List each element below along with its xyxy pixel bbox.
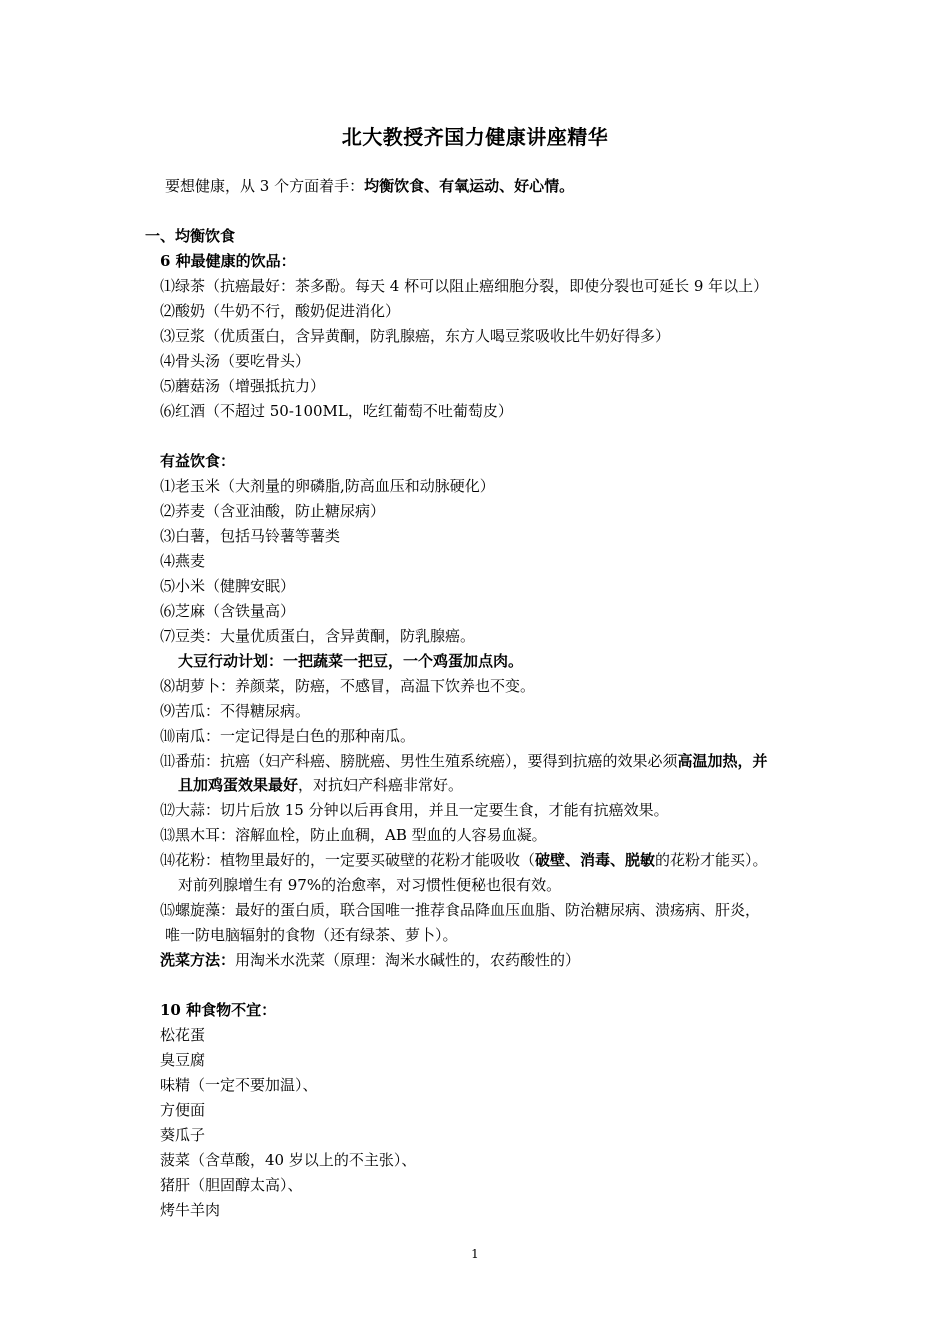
list-item: ⑷燕麦 <box>160 552 206 570</box>
list-item: 葵瓜子 <box>160 1126 206 1144</box>
section-heading: 一、均衡饮食 <box>145 227 236 245</box>
item-text: 的花粉才能买）。 <box>655 851 768 869</box>
wash-method <box>160 950 580 970</box>
list-item: ⒂螺旋藻：最好的蛋白质，联合国唯一推荐食品降血压血脂、防治糖尿病、溃疡病、肝炎， <box>160 901 761 919</box>
list-item: ⑵荞麦（含亚油酸，防止糖尿病） <box>160 502 386 520</box>
foods-heading: 有益饮食： <box>160 452 236 470</box>
item-emphasis: 高温加热，并 <box>677 752 768 770</box>
list-item <box>160 850 768 870</box>
list-item: ⑷骨头汤（要吃骨头） <box>160 352 311 370</box>
page-title: 北大教授齐国力健康讲座精华 <box>341 125 609 149</box>
list-item-continuation: 对前列腺增生有 97%的治愈率，对习惯性便秘也很有效。 <box>178 876 562 894</box>
list-item: 猪肝（胆固醇太高）、 <box>160 1176 303 1194</box>
list-item-continuation: 唯一防电脑辐射的食物（还有绿茶、萝卜）。 <box>165 926 458 944</box>
item-text: ⑾番茄：抗癌（妇产科癌、膀胱癌、男性生殖系统癌），要得到抗癌的效果必须 <box>160 752 678 770</box>
intro-paragraph <box>165 175 574 196</box>
list-item: ⑴绿茶（抗癌最好：茶多酚。每天 4 杯可以阻止癌细胞分裂，即使分裂也可延长 9 年以上） <box>160 277 769 295</box>
list-item: ⑻胡萝卜：养颜菜，防癌，不感冒，高温下饮养也不变。 <box>160 677 536 695</box>
list-item: 味精（一定不要加温）、 <box>160 1076 318 1094</box>
list-item-continuation <box>178 775 463 795</box>
list-item: ⑹红酒（不超过 50-100ML，吃红葡萄不吐葡萄皮） <box>160 402 513 420</box>
wash-text: 用淘米水洗菜（原理：淘米水碱性的，农药酸性的） <box>235 951 581 969</box>
list-item: 松花蛋 <box>160 1026 206 1044</box>
list-item: ⑶白薯，包括马铃薯等薯类 <box>160 527 341 545</box>
list-item: ⑿大蒜：切片后放 15 分钟以后再食用，并且一定要生食，才能有抗癌效果。 <box>160 801 669 819</box>
item-emphasis: 且加鸡蛋效果最好 <box>178 776 299 794</box>
drinks-heading: 6 种最健康的饮品： <box>160 252 296 270</box>
soy-plan: 大豆行动计划：一把蔬菜一把豆，一个鸡蛋加点肉。 <box>178 652 524 670</box>
list-item: ⑹芝麻（含铁量高） <box>160 602 296 620</box>
list-item: ⑵酸奶（牛奶不行，酸奶促进消化） <box>160 302 401 320</box>
avoid-heading: 10 种食物不宜： <box>160 1001 277 1019</box>
list-item: ⒀黑木耳：溶解血栓，防止血稠，AB 型血的人容易血凝。 <box>160 826 547 844</box>
list-item <box>160 751 768 771</box>
list-item: 方便面 <box>160 1101 206 1119</box>
wash-label: 洗菜方法： <box>160 951 236 969</box>
item-text: ，对抗妇产科癌非常好。 <box>298 776 464 794</box>
list-item: ⑼苦瓜：不得糖尿病。 <box>160 702 311 720</box>
list-item: ⑸小米（健脾安眠） <box>160 577 296 595</box>
list-item: 臭豆腐 <box>160 1051 206 1069</box>
intro-text: 要想健康，从 3 个方面着手： <box>165 177 365 195</box>
item-emphasis: 破壁、消毒、脱敏 <box>535 851 656 869</box>
list-item: 菠菜（含草酸，40 岁以上的不主张）、 <box>160 1151 417 1169</box>
list-item: ⑸蘑菇汤（增强抵抗力） <box>160 377 326 395</box>
page-number: 1 <box>471 1247 479 1261</box>
list-item: ⑺豆类：大量优质蛋白，含异黄酮，防乳腺癌。 <box>160 627 476 645</box>
item-text: ⒁花粉：植物里最好的，一定要买破壁的花粉才能吸收（ <box>160 851 536 869</box>
list-item: ⑴老玉米（大剂量的卵磷脂,防高血压和动脉硬化） <box>160 477 495 495</box>
list-item: ⑶豆浆（优质蛋白，含异黄酮，防乳腺癌，东方人喝豆浆吸收比牛奶好得多） <box>160 327 671 345</box>
intro-emphasis: 均衡饮食、有氧运动、好心情。 <box>364 177 575 195</box>
list-item: ⑽南瓜：一定记得是白色的那种南瓜。 <box>160 727 416 745</box>
list-item: 烤牛羊肉 <box>160 1201 221 1219</box>
